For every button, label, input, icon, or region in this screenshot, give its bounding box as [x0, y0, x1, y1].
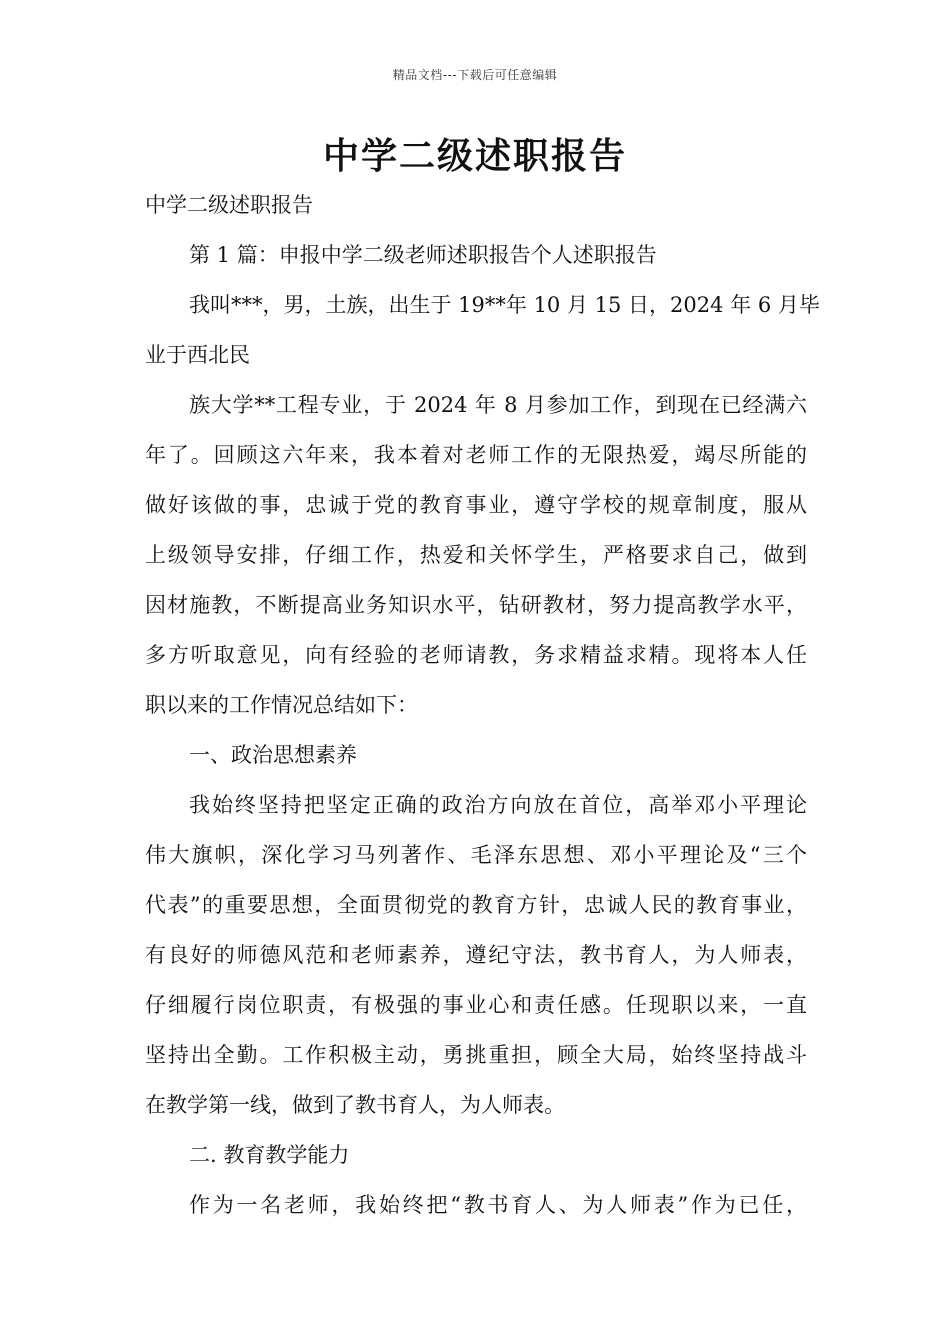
body-line: 第 1 篇：申报中学二级老师述职报告个人述职报告 [189, 243, 657, 267]
body-line: 上级领导安排，仔细工作，热爱和关怀学生，严格要求自己，做到 [145, 543, 807, 567]
body-line: 仔细履行岗位职责，有极强的事业心和责任感。任现职以来，一直 [145, 993, 807, 1017]
body-line: 族大学**工程专业，于 2024 年 8 月参加工作，到现在已经满六 [189, 393, 807, 417]
body-line: 年了。回顾这六年来，我本着对老师工作的无限热爱，竭尽所能的 [145, 443, 807, 467]
document-body [145, 180, 820, 1230]
page-header: 精品文档---下载后可任意编辑 [392, 68, 558, 82]
body-line: 一、政治思想素养 [189, 743, 357, 767]
body-line: 我始终坚持把坚定正确的政治方向放在首位，高举邓小平理论 [189, 793, 807, 817]
body-line: 因材施教，不断提高业务知识水平，钻研教材，努力提高教学水平， [145, 593, 807, 617]
body-line: 职以来的工作情况总结如下： [145, 693, 418, 717]
document-title: 中学二级述职报告 [322, 136, 627, 177]
body-line: 伟大旗帜，深化学习马列著作、毛泽东思想、邓小平理论及“三个 [145, 843, 807, 867]
body-line: 代表”的重要思想，全面贯彻党的教育方针，忠诚人民的教育事业， [145, 893, 807, 917]
body-line: 有良好的师德风范和老师素养，遵纪守法，教书育人，为人师表， [145, 943, 807, 967]
body-line: 在教学第一线，做到了教书育人，为人师表。 [145, 1093, 565, 1117]
body-line: 业于西北民 [145, 343, 250, 367]
body-line: 作为一名老师，我始终把“教书育人、为人师表”作为已任， [189, 1193, 807, 1217]
body-line: 多方听取意见，向有经验的老师请教，务求精益求精。现将本人任 [145, 643, 807, 667]
body-line: 二. 教育教学能力 [189, 1143, 350, 1167]
body-line: 坚持出全勤。工作积极主动，勇挑重担，顾全大局，始终坚持战斗 [145, 1043, 807, 1067]
body-line: 做好该做的事，忠诚于党的教育事业，遵守学校的规章制度，服从 [145, 493, 807, 517]
body-line: 我叫***，男，土族，出生于 19**年 10 月 15 日，2024 年 6 月毕 [189, 293, 820, 317]
body-line: 中学二级述职报告 [145, 193, 313, 217]
